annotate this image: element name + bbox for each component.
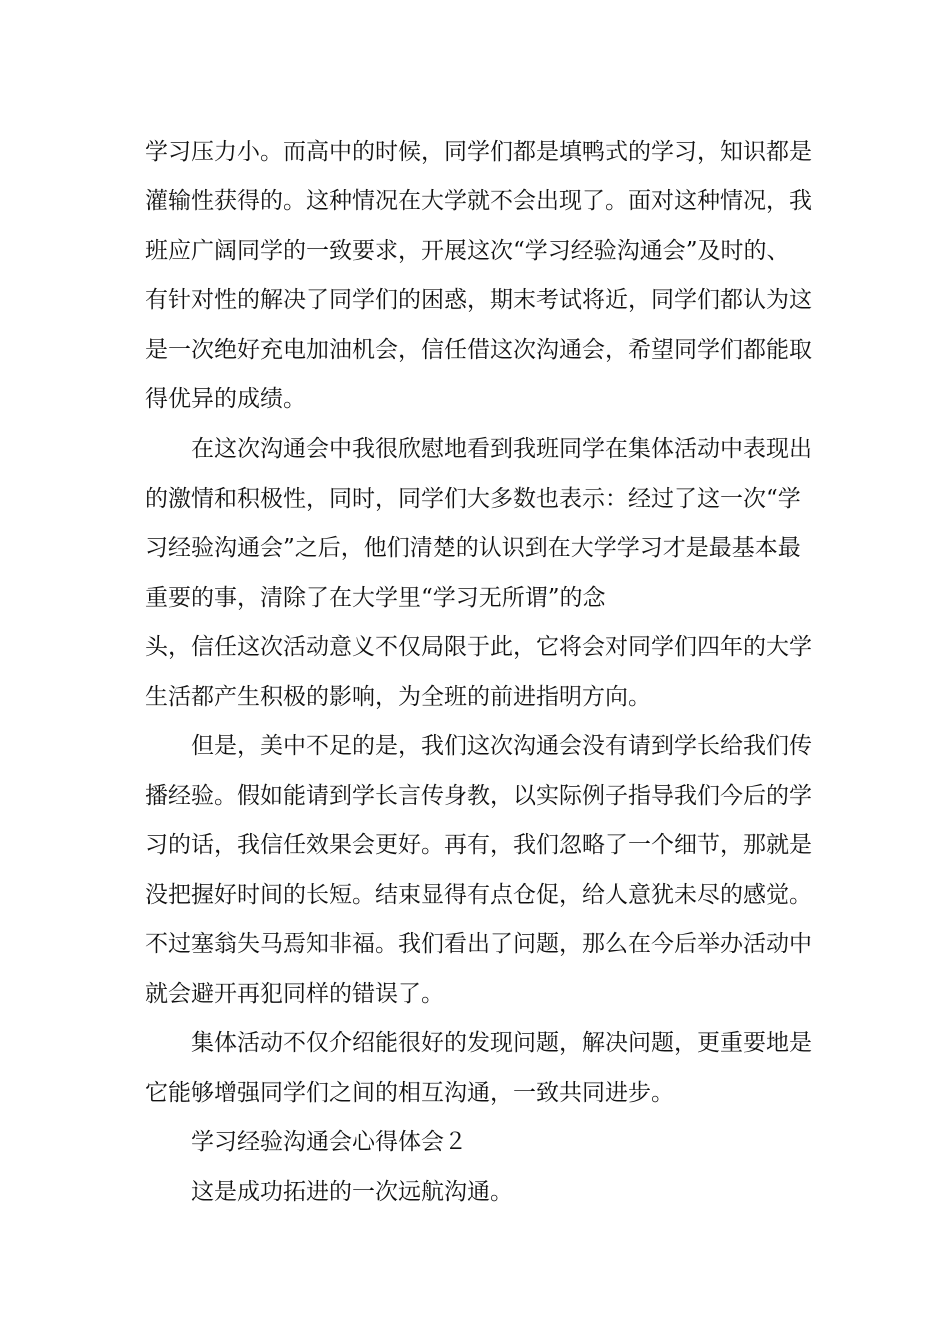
text-line: 习的话，我信任效果会更好。再有，我们忽略了一个细节，那就是 (145, 832, 812, 858)
text-line: 但是，美中不足的是，我们这次沟通会没有请到学长给我们传 (191, 733, 812, 759)
text-line: 就会避开再犯同样的错误了。 (145, 981, 444, 1007)
text-line: 集体活动不仅介绍能很好的发现问题，解决问题，更重要地是 (191, 1030, 812, 1056)
text-line: 它能够增强同学们之间的相互沟通，一致共同进步。 (145, 1080, 674, 1106)
text-line: 是一次绝好充电加油机会，信任借这次沟通会，希望同学们都能取 (145, 337, 812, 363)
text-line: 灌输性获得的。这种情况在大学就不会出现了。面对这种情况，我 (145, 188, 812, 214)
text-line: 不过塞翁失马焉知非福。我们看出了问题，那么在今后举办活动中 (145, 931, 812, 957)
text-line: 这是成功拓进的一次远航沟通。 (191, 1179, 513, 1205)
text-line: 班应广阔同学的一致要求，开展这次“学习经验沟通会”及时的、 (145, 238, 790, 264)
text-line: 生活都产生积极的影响，为全班的前进指明方向。 (145, 684, 651, 710)
text-line: 得优异的成绩。 (145, 386, 306, 412)
text-line: 的激情和积极性，同时，同学们大多数也表示：经过了这一次“学 (145, 486, 801, 512)
text-line: 重要的事，清除了在大学里“学习无所谓”的念 (145, 585, 606, 611)
text-line: 有针对性的解决了同学们的困惑，期末考试将近，同学们都认为这 (145, 287, 812, 313)
text-line: 在这次沟通会中我很欣慰地看到我班同学在集体活动中表现出 (191, 436, 812, 462)
text-line: 头，信任这次活动意义不仅局限于此，它将会对同学们四年的大学 (145, 634, 812, 660)
text-line: 播经验。假如能请到学长言传身教，以实际例子指导我们今后的学 (145, 783, 812, 809)
section-heading: 学习经验沟通会心得体会２ (191, 1129, 467, 1155)
text-line: 习经验沟通会”之后，他们清楚的认识到在大学学习才是最基本最 (145, 535, 801, 561)
text-line: 学习压力小。而高中的时候，同学们都是填鸭式的学习，知识都是 (145, 139, 812, 165)
text-line: 没把握好时间的长短。结束显得有点仓促，给人意犹未尽的感觉。 (145, 882, 812, 908)
